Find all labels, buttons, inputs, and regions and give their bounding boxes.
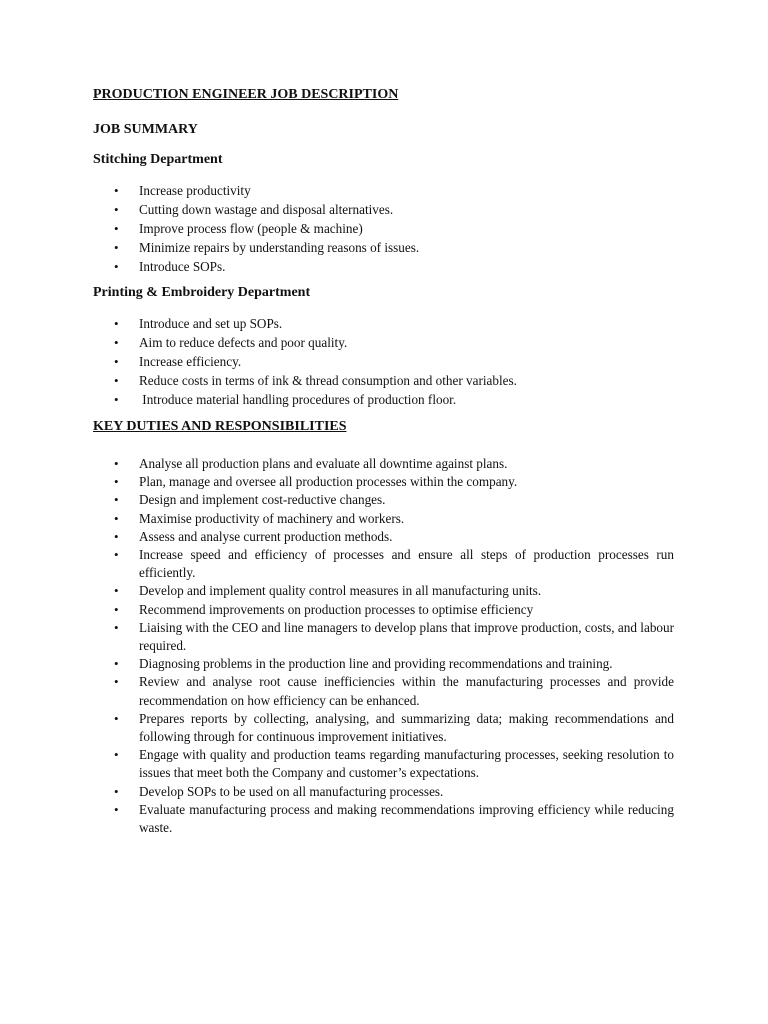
list-item: • Plan, manage and oversee all production processes within the company.: [0, 473, 674, 491]
list-item: • Develop and implement quality control measures in all manufacturing units.: [0, 582, 674, 600]
list-item: • Review and analyse root cause inefficiencies within the manufacturing processes and provide recommendation on how efficiency can be enhanced.: [114, 674, 674, 708]
bullet-icon: •: [114, 335, 119, 350]
bullet-icon: •: [114, 656, 119, 672]
bullet-icon: •: [114, 354, 119, 369]
list-item: • Analyse all production plans and evaluate all downtime against plans.: [0, 455, 674, 473]
bullet-icon: •: [114, 221, 119, 236]
bullet-icon: •: [114, 240, 119, 255]
list-item: • Minimize repairs by understanding reasons of issues.: [114, 240, 420, 255]
bullet-icon: •: [114, 316, 119, 331]
bullet-icon: •: [114, 783, 119, 799]
bullet-icon: •: [114, 528, 119, 544]
list-item: • Develop SOPs to be used on all manufacturing processes.: [0, 783, 674, 801]
bullet-icon: •: [114, 710, 119, 726]
bullet-icon: •: [114, 259, 119, 274]
bullet-icon: •: [114, 392, 119, 407]
list-item: • Introduce material handling procedures of production floor.: [114, 392, 457, 407]
bullet-icon: •: [114, 474, 119, 490]
list-item: • Assess and analyse current production methods.: [0, 528, 674, 546]
bullet-icon: •: [114, 747, 119, 763]
list-item: • Introduce and set up SOPs.: [114, 316, 283, 331]
list-item: • Introduce SOPs.: [114, 259, 226, 274]
bullet-icon: •: [114, 183, 119, 198]
stitching-list: [0, 181, 674, 276]
list-item: • Reduce costs in terms of ink & thread consumption and other variables.: [114, 373, 517, 388]
bullet-icon: •: [114, 601, 119, 617]
list-item: • Design and implement cost-reductive changes.: [0, 491, 674, 509]
job-summary-heading: JOB SUMMARY: [93, 122, 198, 137]
document-title: PRODUCTION ENGINEER JOB DESCRIPTION: [93, 87, 399, 102]
list-item: • Evaluate manufacturing process and making recommendations improving efficiency while reducing waste.: [114, 801, 674, 836]
bullet-icon: •: [114, 583, 119, 599]
list-item: • Engage with quality and production teams regarding manufacturing processes, seeking resolution to issues that meet both the Company and customer’s expectations.: [114, 747, 674, 781]
printing-list: [0, 314, 674, 409]
list-item: • Improve process flow (people & machine): [114, 221, 363, 236]
stitching-department-heading: Stitching Department: [93, 152, 223, 167]
list-item: • Cutting down wastage and disposal alternatives.: [114, 202, 394, 217]
bullet-icon: •: [114, 510, 119, 526]
list-item: • Increase efficiency.: [114, 354, 242, 369]
bullet-icon: •: [114, 801, 119, 817]
bullet-icon: •: [114, 456, 119, 471]
bullet-icon: •: [114, 674, 119, 690]
list-item: • Diagnosing problems in the production line and providing recommendations and training.: [0, 655, 674, 673]
list-item: • Prepares reports by collecting, analysing, and summarizing data; making recommendations and following through for continuous improvement initiatives.: [114, 710, 674, 745]
bullet-icon: •: [114, 619, 119, 635]
list-item: • Aim to reduce defects and poor quality.: [114, 335, 348, 350]
key-duties-heading: KEY DUTIES AND RESPONSIBILITIES: [93, 419, 347, 434]
list-item: • Liaising with the CEO and line managers to develop plans that improve production, costs, and labour required.: [114, 619, 674, 654]
list-item: • Recommend improvements on production processes to optimise efficiency: [0, 601, 674, 619]
printing-department-heading: Printing & Embroidery Department: [93, 285, 311, 300]
duties-list: [0, 455, 674, 837]
bullet-icon: •: [114, 202, 119, 217]
list-item: • Increase speed and efficiency of processes and ensure all steps of production processes run efficiently.: [114, 547, 674, 581]
bullet-icon: •: [114, 492, 119, 508]
bullet-icon: •: [114, 547, 119, 563]
list-item: • Increase productivity: [114, 183, 251, 198]
bullet-icon: •: [114, 373, 119, 388]
list-item: • Maximise productivity of machinery and workers.: [0, 510, 674, 528]
